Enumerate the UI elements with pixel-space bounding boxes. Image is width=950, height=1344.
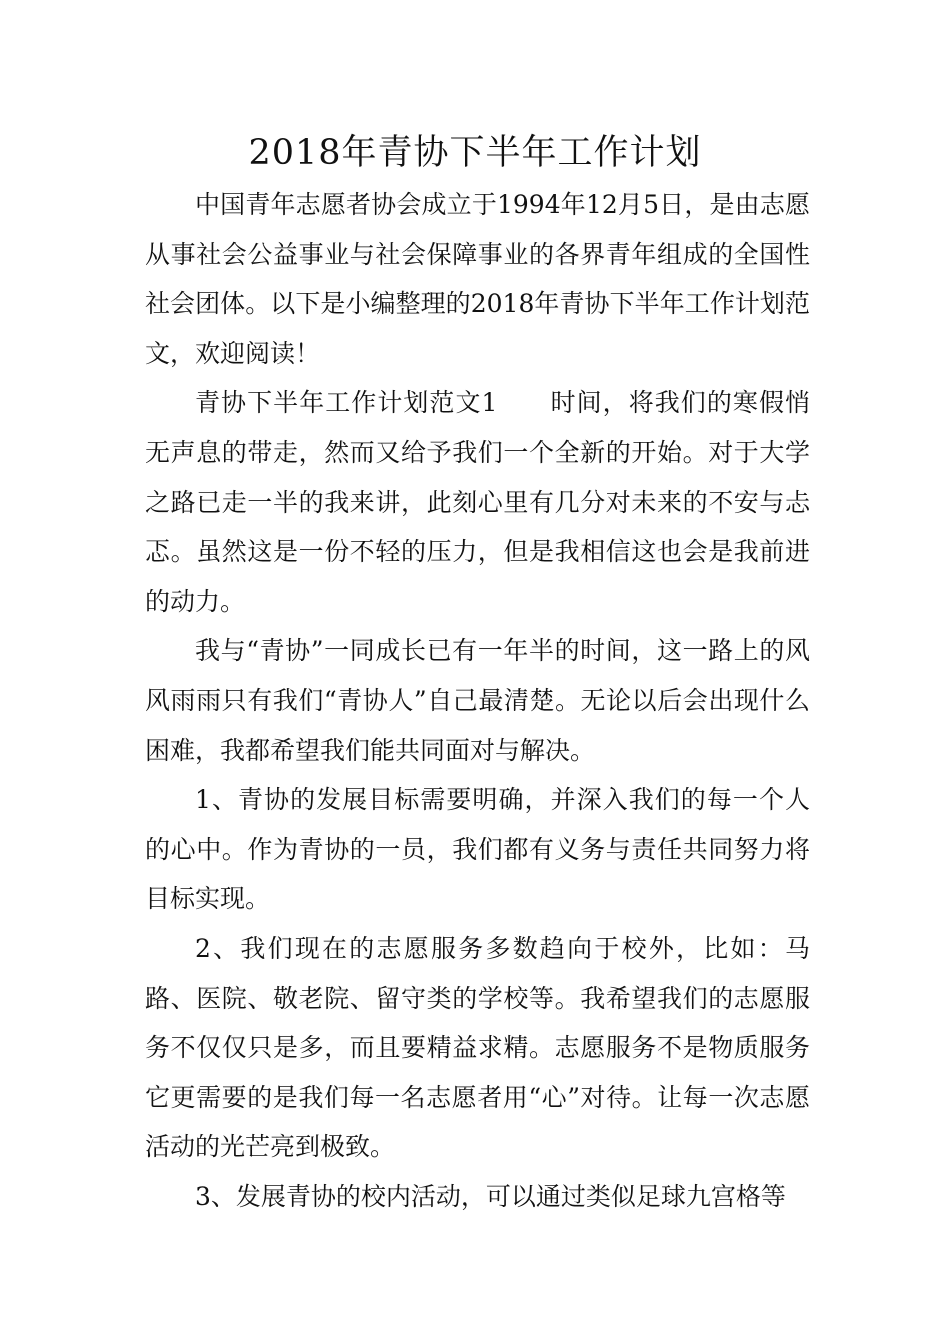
paragraph-point-1: 1、青协的发展目标需要明确，并深入我们的每一个人的心中。作为青协的一员，我们都有义务与责任共同努力将目标实现。 — [145, 785, 810, 914]
document-title: 2018年青协下半年工作计划 — [248, 133, 702, 173]
paragraph-point-2: 2、我们现在的志愿服务多数趋向于校外，比如：马路、医院、敬老院、留守类的学校等。我希望我们的志愿服务不仅仅只是多，而且要精益求精。志愿服务不是物质服务它更需要的是我们每一名志愿者用“心”对待。让每一次志愿活动的光芒亮到极致。 — [145, 933, 810, 1162]
document-body — [145, 180, 810, 1221]
paragraph-intro: 中国青年志愿者协会成立于1994年12月5日，是由志愿从事社会公益事业与社会保障事业的各界青年组成的全国性社会团体。以下是小编整理的2018年青协下半年工作计划范文，欢迎阅读！ — [145, 190, 810, 368]
paragraph-sample-1: 青协下半年工作计划范文1 时间，将我们的寒假悄无声息的带走，然而又给予我们一个全新的开始。对于大学之路已走一半的我来讲，此刻心里有几分对未来的不安与忐忑。虽然这是一份不轻的压力，但是我相信这也会是我前进的动力。 — [145, 388, 810, 616]
paragraph-point-3: 3、发展青协的校内活动，可以通过类似足球九宫格等 — [195, 1181, 786, 1211]
paragraph-growth: 我与“青协”一同成长已有一年半的时间，这一路上的风风雨雨只有我们“青协人”自己最清楚。无论以后会出现什么困难，我都希望我们能共同面对与解决。 — [145, 636, 810, 765]
